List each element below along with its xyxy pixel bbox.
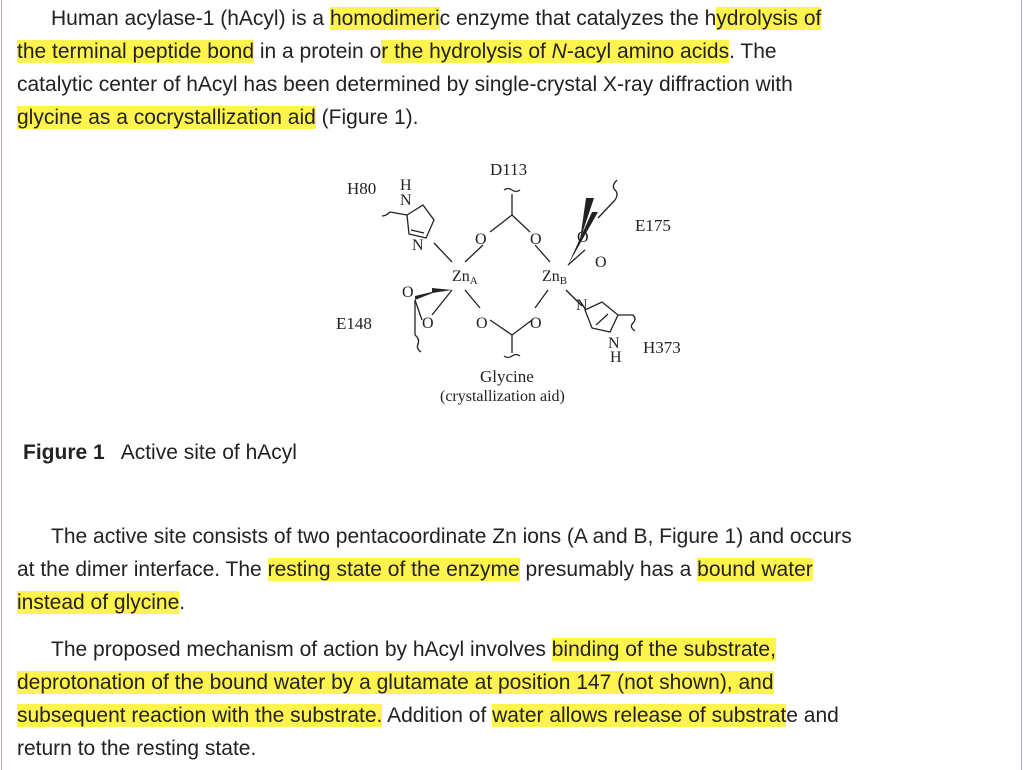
highlight: homodimeri	[329, 7, 440, 30]
text-run: -acyl amino acids	[566, 40, 730, 63]
oxygen-label: O	[530, 315, 542, 332]
text-run: (Figure 1).	[315, 106, 419, 129]
highlight-acyl	[381, 40, 729, 63]
bond	[535, 290, 548, 308]
h373-label: H373	[643, 338, 681, 357]
bond	[596, 314, 608, 325]
oxygen-label: O	[402, 284, 414, 301]
highlight: binding of the substrate,	[551, 638, 776, 661]
e175-label: E175	[635, 216, 671, 235]
text-run: presumably has a	[519, 558, 698, 581]
text-run: in a protein o	[254, 40, 382, 63]
bond	[490, 320, 512, 335]
text-run: . The	[729, 40, 777, 63]
active-site-paragraph	[17, 520, 1007, 619]
bond	[415, 300, 422, 320]
text-run: return to the resting state.	[17, 737, 257, 760]
bond	[568, 250, 585, 265]
glycine-label: Glycine	[480, 367, 534, 386]
oxygen-label: O	[475, 231, 487, 248]
text-run: Addition of	[382, 704, 493, 727]
n-label: N	[412, 237, 424, 254]
bond	[512, 215, 530, 232]
zn-a-label	[452, 268, 478, 287]
highlight: subsequent reaction with the substrate.	[17, 704, 383, 727]
n-label: N	[608, 335, 620, 352]
zn-symbol: Zn	[542, 268, 560, 285]
wavy-bond	[618, 315, 635, 331]
n-label: N	[576, 297, 588, 314]
zn-subscript: A	[469, 275, 478, 287]
text-run: e and	[786, 704, 839, 727]
text-run: Human acylase-1 (hAcyl) is a	[51, 7, 330, 30]
oxygen-label: O	[422, 315, 434, 332]
zn-subscript: B	[559, 275, 568, 287]
crystallization-aid-label: (crystallization aid)	[440, 388, 565, 405]
bond	[598, 200, 615, 218]
zn-symbol: Zn	[452, 268, 470, 285]
h80-label: H80	[347, 179, 377, 198]
text-run: at the dimer interface. The	[17, 558, 268, 581]
bond	[432, 290, 452, 315]
text-run: c enzyme that catalyzes the h	[439, 7, 717, 30]
figure-caption	[23, 438, 297, 468]
bond	[434, 243, 452, 262]
highlight: ydrolysis of	[716, 7, 822, 30]
imidazole-ring	[407, 205, 434, 238]
right-border	[1021, 0, 1022, 770]
text-run: The active site consists of two pentacoordinate Zn ions (A and B, Figure 1) and occurs	[51, 525, 852, 548]
e148-label: E148	[336, 314, 372, 333]
bond	[465, 290, 480, 308]
h-label: H	[400, 177, 412, 194]
highlight: resting state of the enzyme	[267, 558, 520, 581]
highlight: the terminal peptide bond	[17, 40, 254, 63]
bond	[512, 320, 532, 335]
highlight: glycine as a cocrystallization aid	[17, 106, 316, 129]
text-run: .	[179, 591, 186, 614]
oxygen-label: O	[530, 231, 542, 248]
left-border	[1, 0, 2, 770]
caption-label: Figure 1	[23, 441, 105, 464]
active-site-figure	[330, 150, 710, 420]
mechanism-paragraph	[17, 633, 1007, 765]
caption-text: Active site of hAcyl	[120, 441, 297, 464]
highlight: instead of glycine	[17, 591, 180, 614]
text-run: catalytic center of hAcyl has been determined by single-crystal X-ray diffraction with	[17, 73, 793, 96]
wavy-bond	[415, 335, 421, 352]
oxygen-label: O	[476, 315, 488, 332]
highlight: water allows release of substrat	[492, 704, 787, 727]
wedge-bond	[415, 290, 440, 300]
bond	[411, 230, 424, 233]
wavy-bond	[613, 180, 617, 200]
imidazole-ring	[585, 302, 618, 332]
text-run: r the hydrolysis of	[381, 40, 552, 63]
text-run: The proposed mechanism of action by hAcyl involves	[51, 638, 552, 661]
oxygen-label: O	[595, 254, 607, 271]
intro-paragraph	[17, 2, 1007, 134]
d113-label: D113	[490, 160, 528, 179]
wavy-bond	[504, 355, 520, 358]
wavy-bond	[504, 189, 520, 192]
wedge-bond	[432, 288, 452, 293]
wavy-bond	[382, 212, 407, 216]
n-label: N	[400, 192, 412, 209]
highlight: deprotonation of the bound water by a glutamate at position 147 (not shown), and	[17, 671, 774, 694]
zn-b-label	[542, 268, 567, 287]
h-label: H	[610, 349, 622, 366]
oxygen-label: O	[577, 229, 589, 246]
highlight: bound water	[697, 558, 813, 581]
italic-n: N	[551, 40, 567, 63]
bond	[490, 215, 512, 232]
